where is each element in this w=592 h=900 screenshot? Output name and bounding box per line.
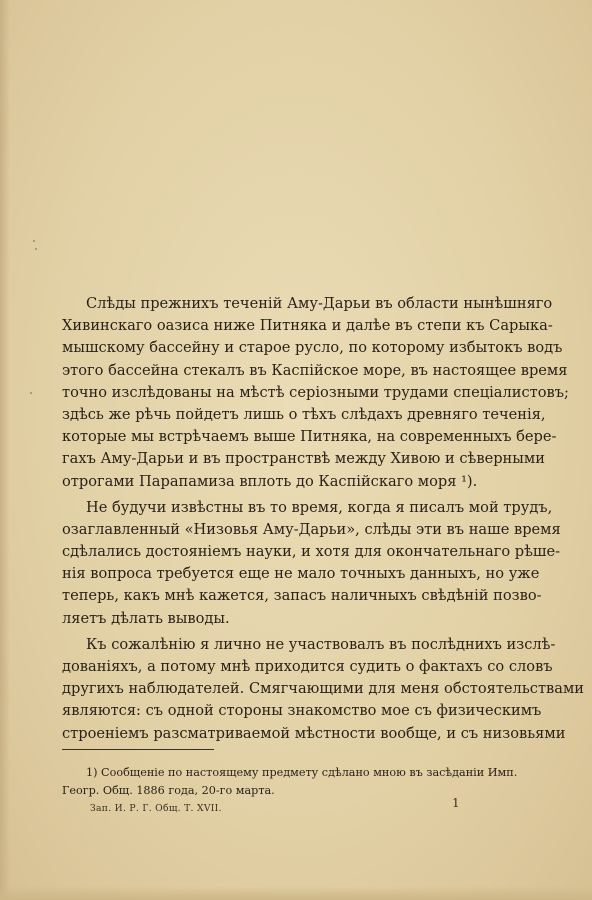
text-line: точно изслѣдованы на мѣстѣ серіозными трудами спеціалистовъ; bbox=[62, 383, 569, 401]
text-line: дованіяхъ, а потому мнѣ приходится судить о фактахъ со словъ bbox=[62, 658, 553, 675]
text-line: отрогами Парапамиза вплоть до Каспійскаго моря ¹). bbox=[62, 472, 478, 490]
footnote bbox=[62, 764, 532, 800]
text-line: здѣсь же рѣчь пойдетъ лишь о тѣхъ слѣдахъ древняго теченія, bbox=[62, 405, 546, 423]
paper-speck bbox=[30, 392, 32, 394]
paragraph-1 bbox=[62, 293, 569, 493]
text-line: Хивинскаго оазиса ниже Питняка и далѣе въ степи къ Сарыка- bbox=[62, 317, 553, 335]
paper-speck bbox=[33, 240, 35, 242]
footnote-line: 1) Сообщеніе по настоящему предмету сдѣлано мною въ засѣданіи Имп. bbox=[86, 766, 518, 779]
text-line: которые мы встрѣчаемъ выше Питняка, на современныхъ бере- bbox=[62, 428, 557, 446]
text-line: другихъ наблюдателей. Смягчающими для меня обстоятельствами bbox=[62, 680, 585, 698]
text-line: нія вопроса требуется еще не мало точныхъ данныхъ, но уже bbox=[62, 565, 540, 583]
text-line: строеніемъ разсматриваемой мѣстности вообще, и съ низовьями bbox=[62, 724, 566, 742]
text-line: сдѣлались достояніемъ науки, и хотя для окончательнаго рѣше- bbox=[62, 543, 561, 561]
text-line: озаглавленный «Низовья Аму-Дарьи», слѣды эти въ наше время bbox=[62, 520, 561, 538]
body-text bbox=[62, 293, 585, 749]
paragraph-2 bbox=[62, 497, 561, 630]
text-line: гахъ Аму-Дарьи и въ пространствѣ между Хивою и сѣверными bbox=[62, 450, 545, 468]
printer-signature: Зап. И. Р. Г. Общ. Т. XVII. bbox=[90, 803, 222, 814]
text-line: ляетъ дѣлать выводы. bbox=[62, 609, 230, 627]
footnote-separator bbox=[62, 749, 214, 750]
paragraph-3 bbox=[62, 634, 585, 745]
text-line: Не будучи извѣстны въ то время, когда я писалъ мой трудъ, bbox=[86, 498, 553, 516]
text-line: Слѣды прежнихъ теченій Аму-Дарьи въ области нынѣшняго bbox=[86, 295, 553, 312]
text-line: этого бассейна стекалъ въ Каспійское море, въ настоящее время bbox=[62, 361, 568, 379]
page-number: 1 bbox=[452, 796, 460, 810]
text-line: являются: съ одной стороны знакомство мое съ физическимъ bbox=[62, 702, 542, 720]
text-line: Къ сожалѣнію я лично не участвовалъ въ послѣднихъ изслѣ- bbox=[86, 635, 556, 653]
page-edge-shadow-bottom bbox=[0, 886, 592, 900]
text-line: теперь, какъ мнѣ кажется, запасъ наличныхъ свѣдѣній позво- bbox=[62, 587, 542, 605]
text-line: мышскому бассейну и старое русло, по которому избытокъ водъ bbox=[62, 339, 563, 357]
footnote-line: Геогр. Общ. 1886 года, 20-го марта. bbox=[62, 784, 275, 797]
page-edge-shadow-left bbox=[0, 0, 10, 900]
paper-speck bbox=[35, 248, 37, 250]
